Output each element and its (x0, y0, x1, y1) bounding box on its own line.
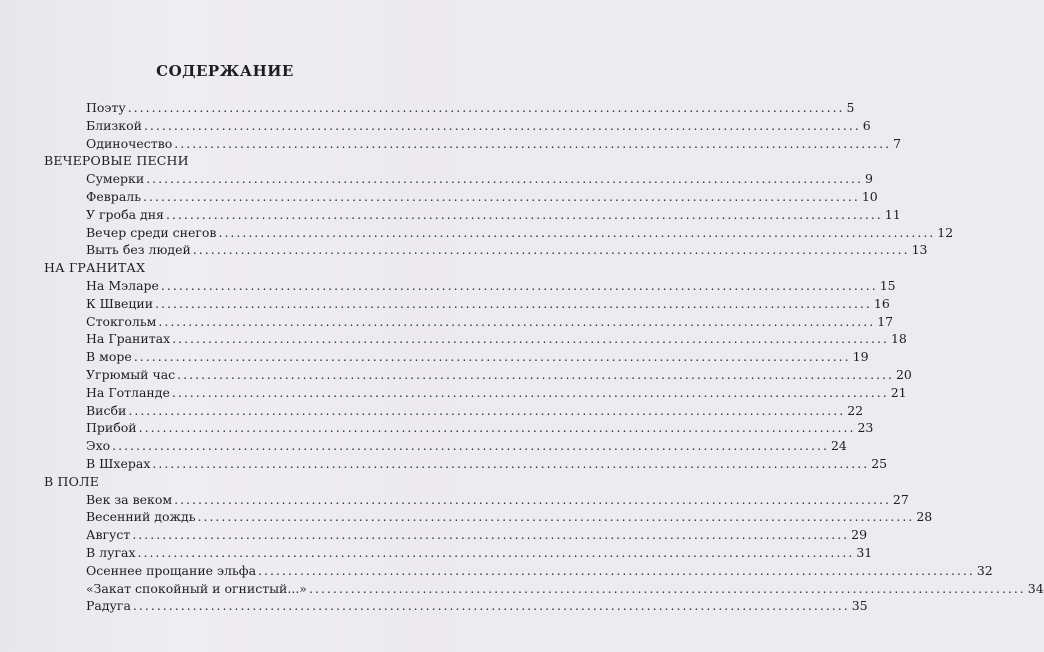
dot-leader: ........................................................................................................................ (143, 117, 861, 133)
dot-leader: ........................................................................................................................ (155, 295, 872, 311)
dot-leader: ........................................................................................................................ (132, 598, 850, 614)
toc-entry-title: Сумерки (86, 171, 145, 187)
toc-entry (86, 419, 874, 437)
toc-entry-title: Вечер среди снегов (86, 224, 217, 240)
toc-entry-page: 19 (852, 349, 869, 365)
section-heading: НА ГРАНИТАХ (44, 260, 146, 276)
toc-entry-title: Одиночество (86, 135, 173, 151)
toc-entry (86, 597, 868, 615)
toc-entry-page: 11 (884, 206, 901, 222)
toc-entry (86, 330, 907, 348)
toc-entry-page: 5 (846, 100, 855, 115)
toc-entry-page: 18 (890, 331, 907, 347)
toc-entry (86, 117, 871, 135)
dot-leader: ........................................................................................................................ (133, 349, 851, 365)
toc-entry-title: В море (86, 349, 132, 365)
toc-entry-page: 34 (1027, 580, 1044, 596)
toc-entry-page: 6 (862, 117, 871, 133)
dot-leader: ........................................................................................................................ (127, 100, 845, 115)
toc-entry-page: 32 (976, 562, 993, 578)
toc-entry-page: 29 (851, 527, 868, 543)
dot-leader: ........................................................................................................................ (160, 278, 878, 293)
toc-entry-title: На Гранитах (86, 331, 171, 347)
toc-entry (86, 580, 1044, 598)
toc-entry-title: Февраль (86, 189, 142, 204)
toc-entry-page: 27 (892, 491, 909, 507)
toc-entry (86, 544, 873, 562)
toc-entry (86, 455, 888, 473)
toc-entry-title: Близкой (86, 117, 142, 133)
page-title: СОДЕРЖАНИЕ (156, 62, 294, 80)
dot-leader: ........................................................................................................................ (165, 206, 883, 222)
toc-entry-page: 7 (893, 135, 902, 151)
toc-entry-title: У гроба дня (86, 206, 164, 222)
dot-leader: ........................................................................................................................ (192, 242, 910, 258)
toc-entry-title: Век за веком (86, 491, 173, 507)
toc-entry-title: Прибой (86, 420, 137, 436)
dot-leader: ........................................................................................................................ (258, 562, 975, 578)
toc-entry (86, 241, 928, 259)
dot-leader: ........................................................................................................................ (218, 224, 936, 240)
dot-leader: ........................................................................................................................ (177, 367, 894, 382)
dot-leader: ........................................................................................................................ (171, 384, 889, 400)
toc-entry (86, 277, 896, 295)
dot-leader: ........................................................................................................................ (174, 491, 891, 507)
toc-entry (86, 437, 847, 455)
toc-entry-title: Весенний дождь (86, 509, 196, 525)
toc-entry-title: Угрюмый час (86, 367, 176, 382)
toc-entry-title: На Готланде (86, 384, 170, 400)
dot-leader: ........................................................................................................................ (132, 527, 850, 543)
toc-entry-title: Эхо (86, 438, 111, 454)
toc-entry-page: 25 (871, 456, 888, 471)
toc-entry-page: 28 (916, 509, 933, 525)
toc-entry (86, 313, 894, 331)
toc-entry-title: Стокгольм (86, 313, 157, 329)
toc-entry-title: Радуга (86, 598, 131, 614)
dot-leader: ........................................................................................................................ (137, 545, 855, 560)
toc-entry-title: Август (86, 527, 131, 543)
toc-entry (86, 366, 912, 384)
toc-entry-page: 31 (856, 545, 873, 560)
toc-entry (86, 206, 901, 224)
toc-entry (86, 188, 878, 206)
dot-leader: ........................................................................................................................ (146, 171, 863, 187)
toc-entry (86, 402, 864, 420)
toc-entry (86, 99, 855, 117)
toc-entry (86, 348, 869, 366)
toc-entry (86, 135, 902, 153)
toc-entry-page: 17 (877, 313, 894, 329)
dot-leader: ........................................................................................................................ (143, 189, 860, 204)
toc-entry-page: 12 (937, 224, 954, 240)
toc-entry-title: На Мэларе (86, 278, 159, 293)
toc-entry-page: 21 (890, 384, 907, 400)
section-heading: ВЕЧЕРОВЫЕ ПЕСНИ (44, 153, 189, 169)
toc-entry (86, 170, 873, 188)
toc-entry (86, 508, 933, 526)
toc-entry-page: 10 (861, 189, 878, 204)
dot-leader: ........................................................................................................................ (172, 331, 889, 347)
toc-entry-page: 20 (895, 367, 912, 382)
toc-entry-title: В лугах (86, 545, 136, 560)
dot-leader: ........................................................................................................................ (152, 456, 870, 471)
section-heading: В ПОЛЕ (44, 473, 100, 489)
toc-entry-page: 13 (911, 242, 928, 258)
toc-entry-page: 35 (851, 598, 868, 614)
toc-entry (86, 526, 868, 544)
toc-entry (86, 295, 890, 313)
toc-entry-page: 24 (830, 438, 847, 454)
toc-entry (86, 491, 909, 509)
toc-entry (86, 384, 907, 402)
dot-leader: ........................................................................................................................ (112, 438, 829, 454)
toc-entry-page: 23 (857, 420, 874, 436)
dot-leader: ........................................................................................................................ (138, 420, 856, 436)
dot-leader: ........................................................................................................................ (174, 135, 892, 151)
dot-leader: ........................................................................................................................ (158, 313, 876, 329)
toc-entry-page: 16 (873, 295, 890, 311)
toc-entry-page: 15 (879, 278, 896, 293)
dot-leader: ........................................................................................................................ (308, 580, 1026, 596)
dot-leader: ........................................................................................................................ (197, 509, 915, 525)
toc-entry-title: Висби (86, 402, 127, 418)
toc-entry-page: 22 (847, 402, 864, 418)
toc-entry-title: Осеннее прощание эльфа (86, 562, 257, 578)
toc-entry-title: Поэту (86, 100, 126, 115)
toc-entry-title: «Закат спокойный и огнистый...» (86, 580, 307, 596)
toc-entry-title: Выть без людей (86, 242, 191, 258)
toc-entry (86, 562, 993, 580)
toc-entry-title: К Швеции (86, 295, 154, 311)
toc-entry (86, 224, 954, 242)
dot-leader: ........................................................................................................................ (128, 402, 846, 418)
toc-entry-page: 9 (865, 171, 873, 187)
toc-entry-title: В Шхерах (86, 456, 151, 471)
